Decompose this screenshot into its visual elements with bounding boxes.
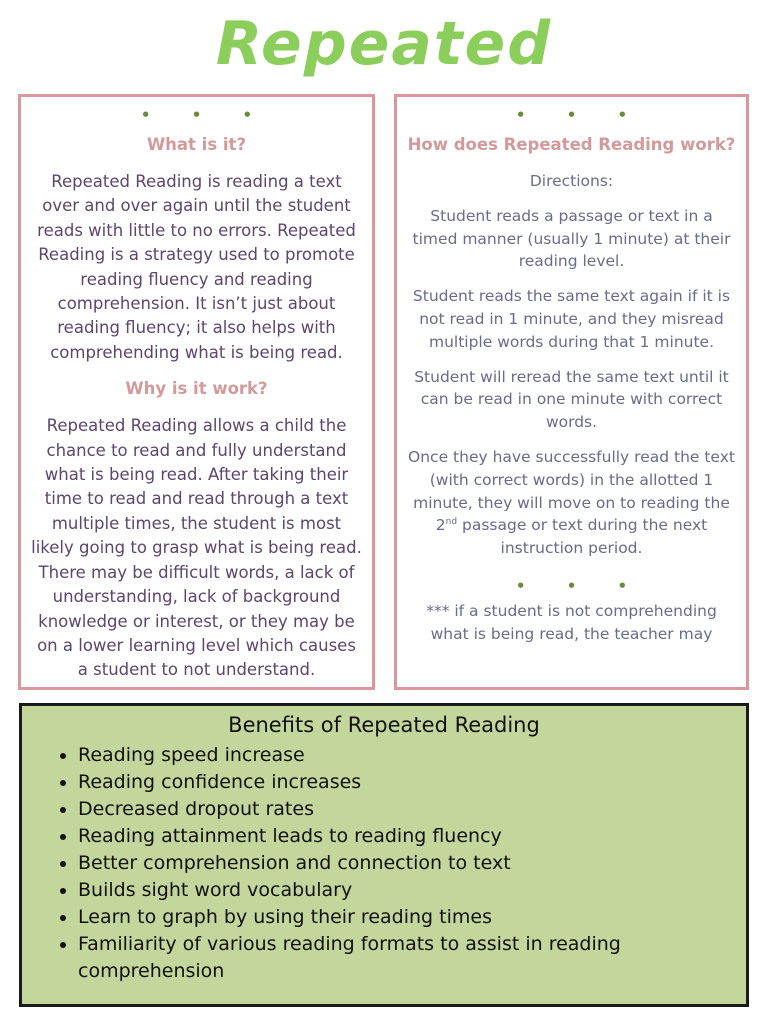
- benefit-item: • Reading confidence increases: [78, 769, 732, 796]
- decorative-dots: • • •: [515, 106, 646, 124]
- decorative-dots: • • •: [515, 576, 646, 595]
- benefit-item: • Better comprehension and connection to text: [78, 850, 732, 877]
- what-is-it-text: Repeated Reading is reading a text over and over again until the student reads with little to no errors. Repeated Reading is a strategy used to promote reading fluency and reading comprehension. It isn’t just about reading fluency; it also helps with comprehending what is being read.: [37, 172, 356, 362]
- direction-step-1: Student reads a passage or text in a timed manner (usually 1 minute) at their reading level.: [412, 206, 731, 271]
- page-title: Repeated: [215, 9, 553, 79]
- why-does-it-work-heading: Why is it work?: [125, 379, 268, 399]
- decorative-dots: • • •: [140, 106, 271, 124]
- benefit-item: • Decreased dropout rates: [78, 796, 732, 823]
- what-is-it-panel: [18, 94, 375, 690]
- how-does-it-work-panel: [394, 94, 749, 690]
- direction-step-4: [407, 446, 736, 560]
- direction-step-3: Student will reread the same text until it can be read in one minute with correct words.: [414, 367, 729, 432]
- benefit-item: • Familiarity of various reading formats to assist in reading comprehension: [78, 931, 732, 985]
- directions-label: Directions:: [529, 172, 614, 190]
- benefit-item: • Builds sight word vocabulary: [78, 877, 732, 904]
- direction-step-2: Student reads the same text again if it is not read in 1 minute, and they misread multiple words during that 1 minute.: [412, 287, 731, 351]
- benefits-box: [19, 703, 749, 1007]
- why-does-it-work-text: Repeated Reading allows a child the chance to read and fully understand what is being read. After taking their time to read and read through a text multiple times, the student is most likely going to grasp what is being read. There may be difficult words, a lack of understanding, lack of background knowledge or interest, or they may be on a lower learning level which causes a student to not understand.: [31, 416, 362, 680]
- what-is-it-heading: What is it?: [146, 135, 247, 154]
- step-4-text-end: passage or text during the next instruction period.: [457, 516, 708, 558]
- how-does-it-work-heading: How does Repeated Reading work?: [407, 135, 736, 154]
- benefit-item: • Reading speed increase: [78, 742, 732, 769]
- benefit-item: • Reading attainment leads to reading fluency: [78, 823, 732, 850]
- benefits-title: Benefits of Repeated Reading: [228, 713, 540, 737]
- step-4-ordinal-suffix: nd: [445, 517, 458, 528]
- teacher-note: *** if a student is not comprehending what is being read, the teacher may: [426, 601, 717, 643]
- step-4-text-start: Once they have successfully read the text (with correct words) in the allotted 1 minute, they will move on to reading the 2: [408, 447, 735, 535]
- benefits-list: [36, 742, 732, 985]
- benefit-item: • Learn to graph by using their reading times: [78, 904, 732, 931]
